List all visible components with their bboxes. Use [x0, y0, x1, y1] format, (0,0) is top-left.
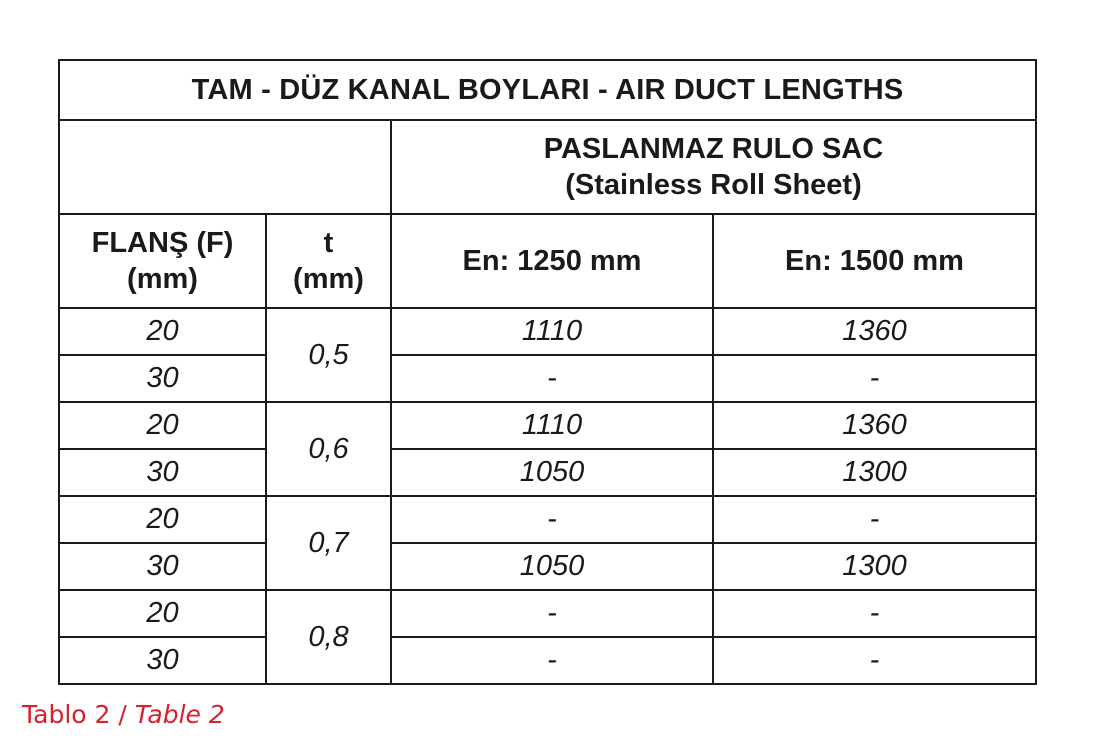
width-1250-cell: -: [391, 637, 713, 684]
width-1500-column-header: En: 1500 mm: [713, 214, 1036, 308]
table-row: [59, 543, 1036, 590]
thickness-header-line1: t: [323, 227, 334, 259]
thickness-header-line2: (mm): [293, 263, 364, 295]
width-1250-cell: -: [391, 590, 713, 637]
empty-header-cell: [59, 120, 391, 214]
flange-header-line2: (mm): [127, 263, 198, 295]
width-1500-cell: -: [713, 637, 1036, 684]
width-1500-cell: 1360: [713, 308, 1036, 355]
table-row: [59, 496, 1036, 543]
width-1500-cell: -: [713, 496, 1036, 543]
caption-english: Table 2: [134, 700, 225, 729]
table-title: TAM - DÜZ KANAL BOYLARI - AIR DUCT LENGTHS: [59, 60, 1036, 120]
flange-cell: 30: [59, 449, 266, 496]
width-1250-cell: 1050: [391, 543, 713, 590]
stainless-roll-sheet-header: [391, 120, 1036, 214]
flange-cell: 20: [59, 308, 266, 355]
width-1250-cell: 1050: [391, 449, 713, 496]
table-caption: [22, 700, 225, 729]
flange-cell: 20: [59, 402, 266, 449]
width-1500-cell: -: [713, 355, 1036, 402]
thickness-cell: 0,6: [266, 402, 391, 496]
flange-cell: 20: [59, 590, 266, 637]
width-1250-cell: -: [391, 355, 713, 402]
table-row: [59, 449, 1036, 496]
width-1500-cell: -: [713, 590, 1036, 637]
group-header-line1: PASLANMAZ RULO SAC: [543, 133, 884, 165]
table-row: [59, 355, 1036, 402]
table-row: [59, 308, 1036, 355]
group-header-line2: (Stainless Roll Sheet): [565, 169, 862, 201]
flange-column-header: [59, 214, 266, 308]
table-row: [59, 402, 1036, 449]
title-row: [59, 60, 1036, 120]
thickness-cell: 0,8: [266, 590, 391, 684]
flange-cell: 30: [59, 543, 266, 590]
width-1250-cell: 1110: [391, 402, 713, 449]
caption-turkish: Tablo 2 /: [22, 700, 127, 729]
column-header-row: [59, 214, 1036, 308]
flange-cell: 30: [59, 637, 266, 684]
width-1250-cell: -: [391, 496, 713, 543]
width-1500-cell: 1360: [713, 402, 1036, 449]
width-1500-cell: 1300: [713, 543, 1036, 590]
air-duct-lengths-table-container: [58, 59, 1035, 685]
thickness-cell: 0,5: [266, 308, 391, 402]
table-row: [59, 637, 1036, 684]
flange-cell: 30: [59, 355, 266, 402]
thickness-cell: 0,7: [266, 496, 391, 590]
width-1250-cell: 1110: [391, 308, 713, 355]
flange-header-line1: FLANŞ (F): [91, 227, 234, 259]
thickness-column-header: [266, 214, 391, 308]
width-1250-column-header: En: 1250 mm: [391, 214, 713, 308]
flange-cell: 20: [59, 496, 266, 543]
table-row: [59, 590, 1036, 637]
air-duct-lengths-table: [58, 59, 1037, 685]
group-header-row: [59, 120, 1036, 214]
width-1500-cell: 1300: [713, 449, 1036, 496]
